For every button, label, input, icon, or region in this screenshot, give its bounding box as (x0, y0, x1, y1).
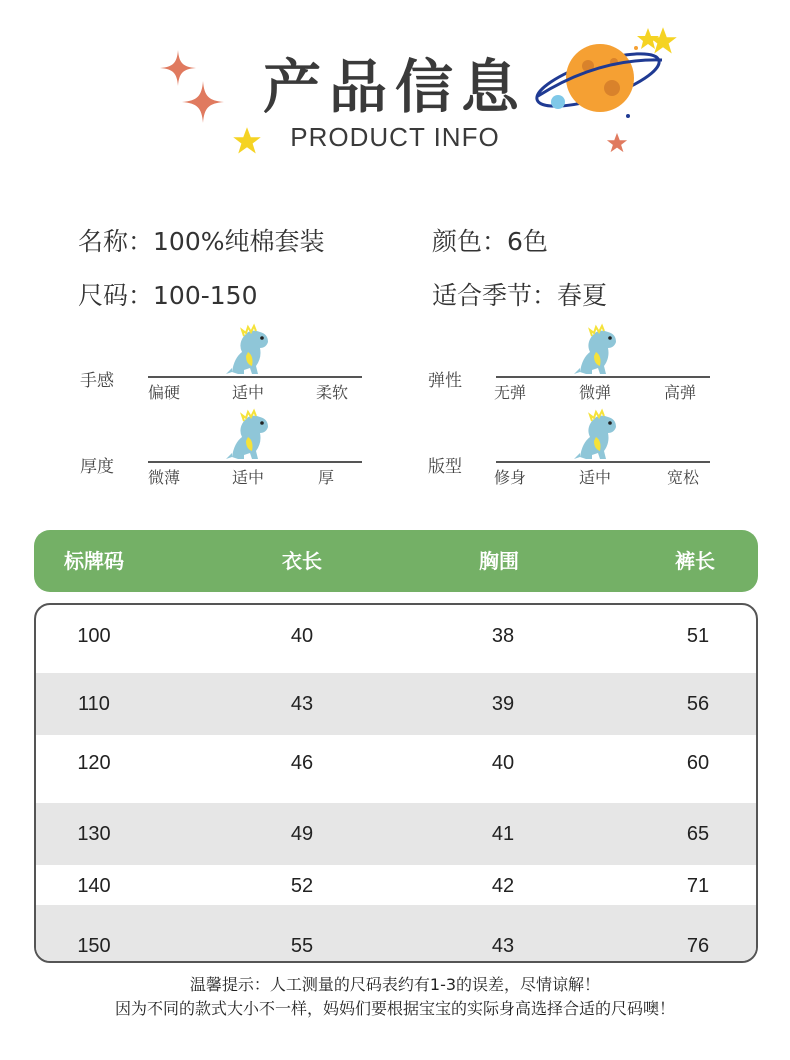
table-cell: 130 (77, 823, 111, 845)
info-color (432, 222, 548, 258)
info-name (78, 222, 325, 258)
scale-option: 微薄 (147, 468, 180, 487)
table-cell: 43 (290, 693, 314, 715)
scale-line (496, 461, 710, 463)
column-header-top-length: 衣长 (282, 549, 322, 573)
table-row (36, 732, 756, 794)
table-cell: 60 (686, 752, 710, 774)
table-cell: 52 (290, 875, 314, 897)
scale-line (148, 461, 362, 463)
table-cell: 43 (491, 935, 515, 957)
scale-option: 高弹 (663, 383, 696, 402)
table-row (36, 605, 756, 667)
table-row (36, 673, 756, 735)
table-cell: 71 (686, 875, 710, 897)
header (0, 0, 790, 200)
table-cell: 110 (78, 693, 110, 715)
dinosaur-icon (572, 407, 622, 461)
scale-label-feel: 手感 (80, 371, 114, 391)
scale-label-elasticity: 弹性 (428, 371, 462, 391)
table-cell: 46 (290, 752, 314, 774)
size-table (34, 603, 758, 963)
scale-option: 微弹 (578, 383, 611, 402)
table-cell: 39 (491, 693, 515, 715)
scale-line (496, 376, 710, 378)
scale-label-fit: 版型 (428, 457, 462, 477)
column-header-chest: 胸围 (479, 549, 519, 573)
table-cell: 49 (290, 823, 314, 845)
table-cell: 40 (290, 625, 314, 647)
table-cell: 42 (491, 875, 515, 897)
size-table-header (34, 530, 758, 592)
scale-option: 偏硬 (147, 383, 180, 402)
table-cell: 120 (77, 752, 111, 774)
page-subtitle: PRODUCT INFO (290, 122, 500, 152)
info-name-value: 100%纯棉套装 (153, 227, 325, 256)
scale-option: 修身 (493, 468, 526, 487)
table-cell: 140 (77, 875, 111, 897)
table-cell: 41 (491, 823, 515, 845)
info-season-value: 春夏 (557, 281, 608, 310)
column-header-tag-size: 标牌码 (64, 549, 124, 573)
page-title: 产品信息 (262, 53, 527, 121)
note-size-advice: 因为不同的款式大小不一样，妈妈们要根据宝宝的实际身高选择合适的尺码噢！ (114, 999, 675, 1018)
table-cell: 100 (77, 625, 111, 647)
info-season-label: 适合季节： (432, 281, 558, 310)
info-size-value: 100-150 (153, 281, 258, 310)
table-cell: 51 (686, 625, 710, 647)
scale-option: 厚 (317, 468, 334, 487)
dinosaur-icon (224, 407, 274, 461)
info-color-label: 颜色： (432, 227, 508, 256)
column-header-pants-length: 裤长 (675, 549, 715, 573)
table-cell: 65 (686, 823, 710, 845)
info-size (78, 276, 257, 312)
info-color-value: 6色 (507, 227, 548, 256)
table-cell: 150 (77, 935, 111, 957)
table-cell: 38 (491, 625, 515, 647)
info-name-label: 名称： (78, 227, 154, 256)
table-cell: 76 (686, 935, 710, 957)
dinosaur-icon (224, 322, 274, 376)
scale-option: 柔软 (315, 383, 348, 402)
dinosaur-icon (572, 322, 622, 376)
table-cell: 56 (686, 693, 710, 715)
info-season (432, 276, 607, 312)
table-cell: 55 (290, 935, 314, 957)
scale-option: 宽松 (666, 468, 699, 487)
table-row (36, 905, 756, 963)
scale-option: 适中 (231, 383, 264, 402)
scale-label-thickness: 厚度 (80, 457, 114, 477)
scale-option: 适中 (578, 468, 611, 487)
note-measurement: 温馨提示：人工测量的尺码表约有1-3的误差，尽情谅解！ (189, 975, 601, 994)
scale-line (148, 376, 362, 378)
table-cell: 40 (491, 752, 515, 774)
info-size-label: 尺码： (78, 281, 154, 310)
scale-option: 适中 (231, 468, 264, 487)
scale-option: 无弹 (493, 383, 526, 402)
